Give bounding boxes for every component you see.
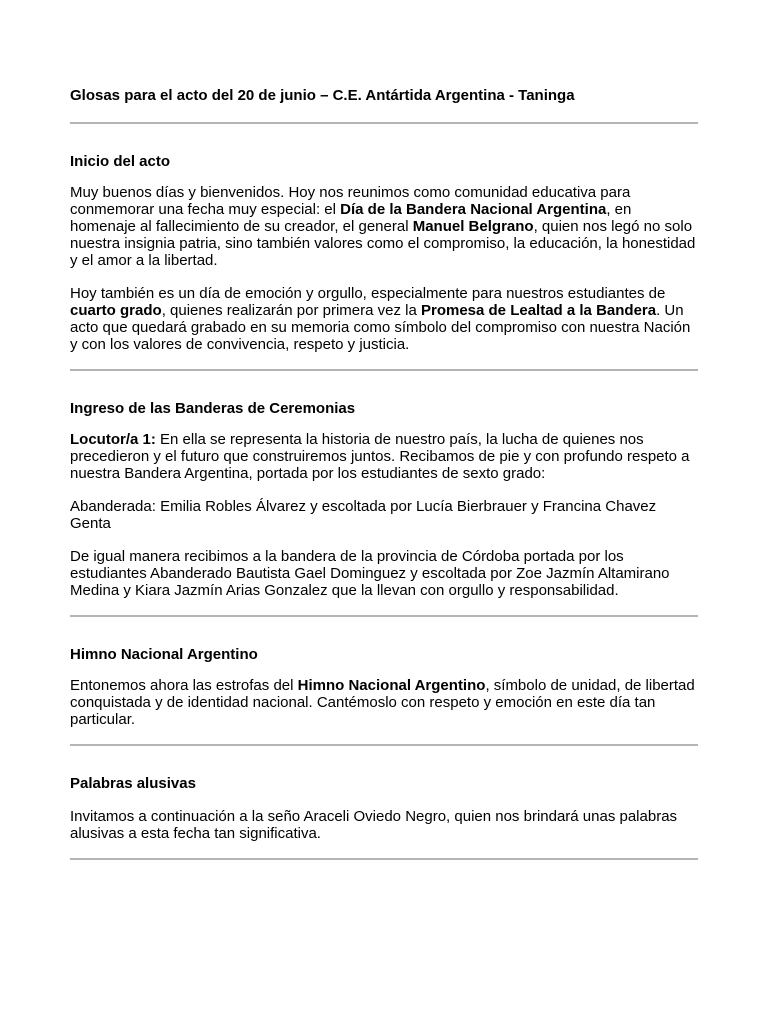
paragraph (70, 184, 698, 269)
document-title: Glosas para el acto del 20 de junio – C.E. Antártida Argentina - Taninga (70, 87, 575, 104)
bold-text: Himno Nacional Argentino (297, 677, 486, 694)
text-run: Hoy también es un día de emoción y orgullo, especialmente para nuestros estudiantes de (70, 285, 666, 302)
section-heading: Himno Nacional Argentino (70, 646, 258, 663)
bold-text: Promesa de Lealtad a la Bandera (420, 302, 657, 319)
text-run: , quien nos legó no solo nuestra insignia patria, sino también valores como el compromiso, la educación, la honestidad y el amor a la libertad. (70, 218, 696, 269)
text-run: , símbolo de unidad, de libertad conquistada y de identidad nacional. Cantémoslo con respeto y emoción en este día tan particular. (70, 677, 695, 728)
bold-text: Locutor/a 1: (70, 431, 156, 448)
text-run: , en homenaje al fallecimiento de su creador, el general (70, 201, 632, 235)
text-run: Abanderada: Emilia Robles Álvarez y escoltada por Lucía Bierbrauer y Francina Chavez Genta (70, 498, 657, 532)
section-himno-nacional (70, 645, 698, 728)
text-run: Muy buenos días y bienvenidos. Hoy nos reunimos como comunidad educativa para conmemorar una fecha muy especial: el (70, 184, 631, 218)
section-ingreso-banderas (70, 399, 698, 599)
paragraph (70, 431, 698, 482)
text-run: . Un acto que quedará grabado en su memoria como símbolo del compromiso con nuestra Nación y con los valores de convivencia, respeto y justicia. (70, 302, 691, 353)
bold-text: cuarto grado (70, 302, 162, 319)
divider (70, 858, 698, 860)
divider (70, 744, 698, 746)
section-inicio-del-acto (70, 152, 698, 353)
bold-text: Día de la Bandera Nacional Argentina (340, 201, 607, 218)
text-run: , quienes realizarán por primera vez la (161, 302, 421, 319)
divider (70, 369, 698, 371)
paragraph (70, 548, 698, 599)
bold-text: Manuel Belgrano (412, 218, 534, 235)
text-run: De igual manera recibimos a la bandera de la provincia de Córdoba portada por los estudiantes Abanderado Bautista Gael Dominguez y escoltada por Zoe Jazmín Altamirano Medina y Kiara Jazmín Arias Gonzalez que la llevan con orgullo y responsabilidad. (70, 548, 670, 599)
divider (70, 615, 698, 617)
paragraph (70, 285, 698, 353)
section-palabras-alusivas (70, 774, 698, 842)
text-run: En ella se representa la historia de nuestro país, la lucha de quienes nos precedieron y el futuro que construiremos juntos. Recibamos de pie y con profundo respeto a nuestra Bandera Argentina, portada por los estudiantes de sexto grado: (70, 431, 690, 482)
paragraph (70, 677, 698, 728)
section-heading: Inicio del acto (70, 153, 171, 170)
document-body (70, 86, 698, 860)
section-heading: Ingreso de las Banderas de Ceremonias (70, 400, 356, 417)
paragraph (70, 498, 698, 532)
paragraph (70, 808, 698, 842)
divider (70, 122, 698, 124)
text-run: Invitamos a continuación a la seño Araceli Oviedo Negro, quien nos brindará unas palabras alusivas a esta fecha tan significativa. (70, 808, 678, 842)
section-heading: Palabras alusivas (70, 775, 196, 792)
text-run: Entonemos ahora las estrofas del (70, 677, 298, 694)
